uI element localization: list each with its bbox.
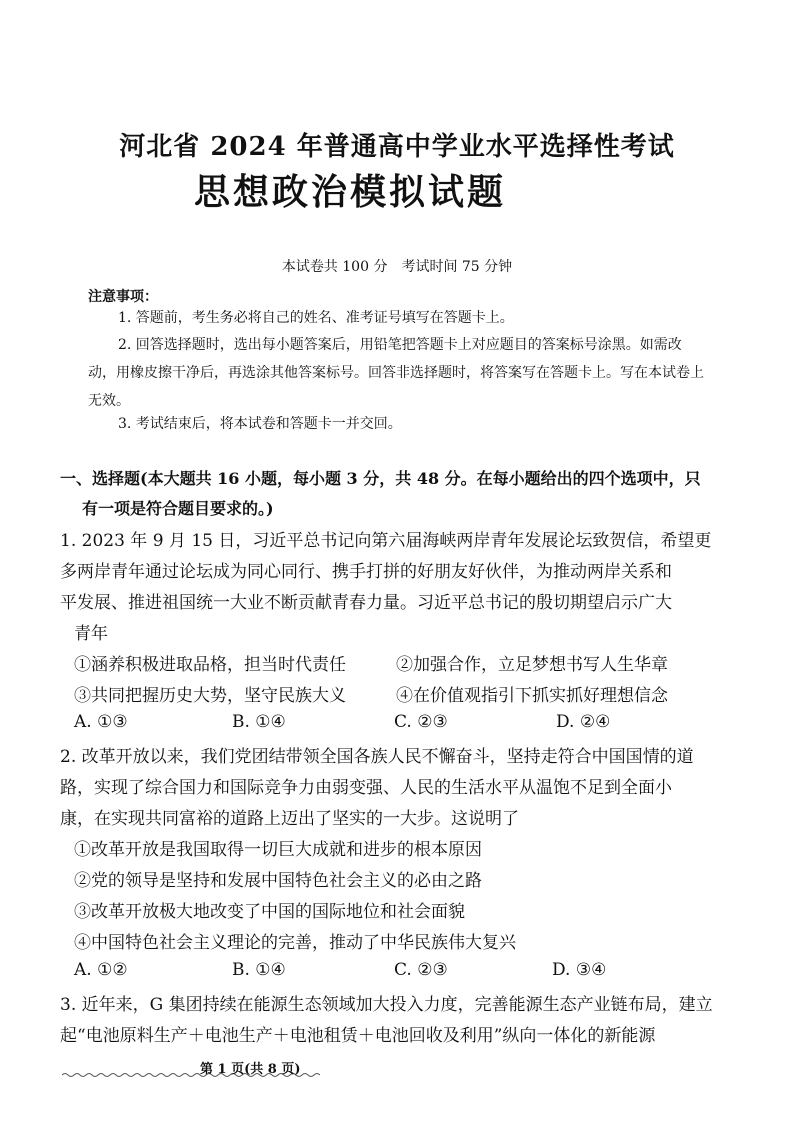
statement: ①涵养积极进取品格，担当时代责任: [74, 655, 346, 675]
exam-title: 河北省 2024 年普通高中学业水平选择性考试: [119, 132, 675, 162]
choice-a: A. ①②: [74, 960, 128, 980]
question-2-line-3: 康，在实现共同富裕的道路上迈出了坚实的一大步。这说明了: [60, 809, 519, 829]
choice-c: C. ②③: [394, 960, 448, 980]
statement: ④中国特色社会主义理论的完善，推动了中华民族伟大复兴: [74, 933, 516, 953]
question-1-statements: [74, 650, 734, 712]
page-number: 第 1 页(共 8 页): [200, 1062, 301, 1077]
statement: ②加强合作，立足梦想书写人生华章: [396, 655, 668, 675]
choice-b: B. ①④: [232, 712, 286, 732]
exam-subtitle: 思想政治模拟试题: [193, 171, 506, 213]
choice-d: D. ③④: [552, 960, 607, 980]
question-1-line-1: 1. 2023 年 9 月 15 日，习近平总书记向第六届海峡两岸青年发展论坛致贺信，希望更: [60, 531, 712, 551]
exam-meta: 本试卷共 100 分 考试时间 75 分钟: [281, 259, 513, 275]
statement: ①改革开放是我国取得一切巨大成就和进步的根本原因: [74, 840, 482, 860]
question-1-choices: [74, 712, 734, 743]
choice-a: A. ①③: [74, 712, 128, 732]
question-3-line-2: 起“电池原料生产＋电池生产＋电池租赁＋电池回收及利用”纵向一体化的新能源: [60, 1026, 656, 1046]
question-1-line-2: 多两岸青年通过论坛成为同心同行、携手打拼的好朋友好伙伴，为推动两岸关系和: [60, 562, 672, 582]
question-3-stem: [60, 990, 724, 1052]
notice-item-3: 3. 考试结束后，将本试卷和答题卡一并交回。: [118, 416, 402, 432]
statement: ③改革开放极大地改变了中国的国际地位和社会面貌: [74, 902, 465, 922]
question-2-statements: [74, 835, 734, 959]
choice-d: D. ②④: [556, 712, 611, 732]
statement: ②党的领导是坚持和发展中国特色社会主义的必由之路: [74, 871, 482, 891]
statement: ④在价值观指引下抓实抓好理想信念: [396, 686, 668, 706]
notice-item-2: 2. 回答选择题时，选出每小题答案后，用铅笔把答题卡上对应题目的答案标号涂黑。如需改动，用橡皮擦干净后，再选涂其他答案标号。回答非选择题时，将答案写在答题卡上。写在本试卷上无效。: [88, 337, 704, 409]
section-heading-line-1: 一、选择题(本大题共 16 小题，每小题 3 分，共 48 分。在每小题给出的四个选项中，只: [60, 469, 701, 488]
choice-b: B. ①④: [232, 960, 286, 980]
section-heading: [60, 464, 740, 524]
statement: ③共同把握历史大势，坚守民族大义: [74, 686, 346, 706]
question-1-line-3: 平发展、推进祖国统一大业不断贡献青春力量。习近平总书记的殷切期望启示广大: [60, 593, 672, 613]
question-1-line-4: 青年: [74, 624, 108, 644]
question-1-stem: [60, 526, 724, 650]
question-3-line-1: 3. 近年来，G 集团持续在能源生态领域加大投入力度，完善能源生态产业链布局，建立: [60, 995, 713, 1015]
choice-c: C. ②③: [394, 712, 448, 732]
question-2-line-2: 路，实现了综合国力和国际竞争力由弱变强、人民的生活水平从温饱不足到全面小: [60, 778, 672, 798]
section-heading-line-2: 有一项是符合题目要求的。): [82, 499, 274, 518]
notice-item-1: 1. 答题前，考生务必将自己的姓名、准考证号填写在答题卡上。: [118, 310, 514, 326]
question-2-choices: [74, 960, 734, 991]
notice-title: 注意事项：: [88, 289, 158, 305]
question-2-line-1: 2. 改革开放以来，我们党团结带领全国各族人民不懈奋斗，坚持走符合中国国情的道: [60, 747, 694, 767]
question-2-stem: [60, 742, 724, 835]
